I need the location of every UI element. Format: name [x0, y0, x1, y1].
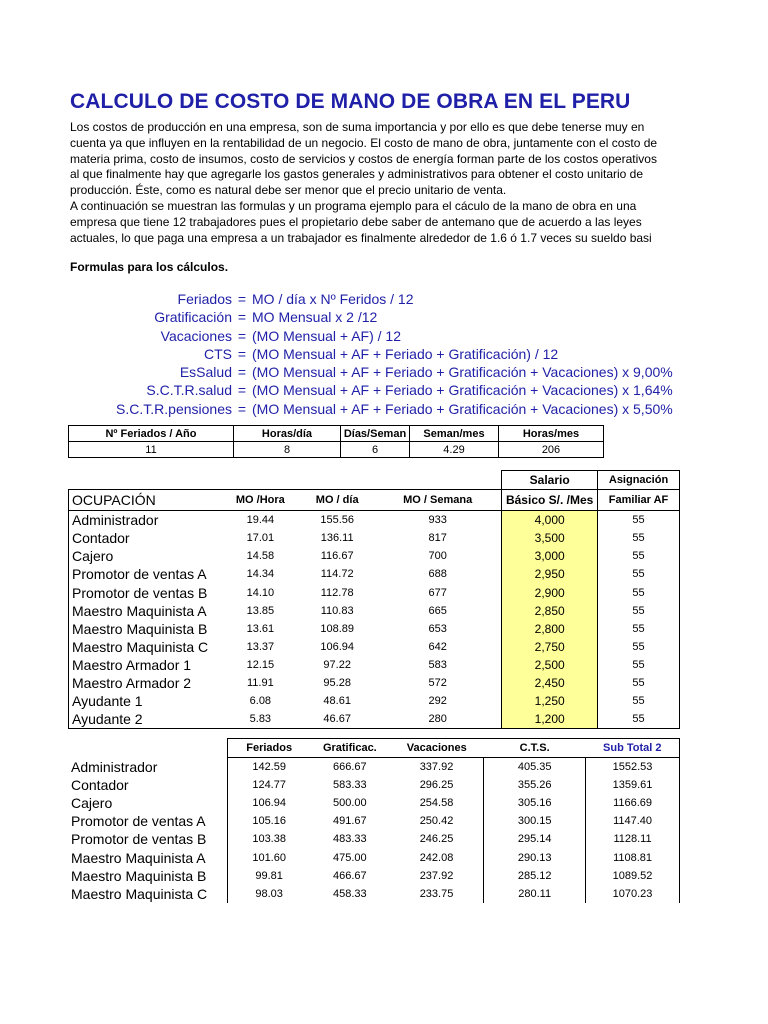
feriados-value: 101.60 — [228, 848, 310, 866]
header-vacaciones: Vacaciones — [390, 739, 484, 758]
gratificacion-value: 475.00 — [333, 851, 367, 864]
formulas-list — [60, 290, 700, 418]
header-gratificacion: Gratificac. — [310, 739, 390, 758]
mo-semana-value: 933 — [428, 514, 447, 527]
value-horas-mes: 206 — [499, 442, 604, 458]
mo-hora-value: 17.01 — [246, 532, 275, 545]
value-semanas-mes: 4.29 — [410, 442, 499, 458]
salario-value: 2,450 — [502, 674, 598, 692]
vacaciones-value: 237.92 — [419, 869, 454, 882]
mo-dia-value: 114.72 — [320, 568, 354, 581]
costs-row — [68, 776, 680, 794]
feriados-value: 124.77 — [228, 776, 310, 794]
vacaciones-value: 296.25 — [419, 779, 454, 792]
asignacion-value: 55 — [598, 529, 680, 547]
mo-semana-value: 583 — [428, 658, 447, 671]
costs-row — [68, 812, 680, 830]
occupation-header-top — [69, 471, 680, 490]
formula-rhs: MO / día x Nº Feridos / 12 — [252, 291, 414, 307]
occupation-name: Contador — [69, 529, 221, 547]
costs-occupation-name: Promotor de ventas B — [71, 831, 207, 848]
intro-line: cuenta ya que influyen en la rentabilidad de un negocio. El costo de mano de obra, juntamente con el costo de — [70, 135, 658, 150]
costs-row — [68, 867, 680, 885]
salario-value: 4,000 — [502, 511, 598, 530]
header-dias-semana: Días/Seman — [341, 426, 410, 442]
occupation-row — [69, 710, 680, 729]
vacaciones-value: 233.75 — [419, 887, 454, 900]
formula-feriados: Feriados = MO / día x Nº Feridos / 12 — [60, 290, 700, 308]
salario-value: 2,850 — [502, 602, 598, 620]
cts-value: 355.26 — [484, 776, 586, 794]
subtotal-value: 1147.40 — [586, 812, 680, 830]
formula-essalud: EsSalud = (MO Mensual + AF + Feriado + Gratificación + Vacaciones) x 9,00% — [60, 363, 700, 381]
subtotal-value: 1089.52 — [586, 867, 680, 885]
occupation-name: Maestro Armador 2 — [69, 674, 221, 692]
occupation-row — [69, 638, 680, 656]
feriados-value: 98.03 — [228, 885, 310, 903]
mo-dia-value: 46.67 — [300, 710, 374, 729]
salario-value: 3,000 — [502, 547, 598, 565]
gratificacion-value: 500.00 — [333, 797, 367, 810]
formula-lhs: CTS — [204, 345, 232, 362]
salario-value: 1,250 — [502, 692, 598, 710]
mo-hora-value: 14.34 — [246, 568, 275, 581]
salario-value: 2,950 — [502, 565, 598, 583]
asignacion-value: 55 — [598, 583, 680, 601]
page-title: CALCULO DE COSTO DE MANO DE OBRA EN EL PERU — [70, 90, 631, 113]
occupation-name: Promotor de ventas A — [69, 565, 221, 583]
gratificacion-value: 583.33 — [333, 779, 367, 792]
feriados-value: 106.94 — [228, 794, 310, 812]
value-feriados-ano: 11 — [69, 442, 234, 458]
costs-occupation-name: Maestro Maquinista B — [71, 867, 207, 884]
mo-semana-value: 700 — [428, 550, 447, 563]
cts-value: 405.35 — [484, 758, 586, 777]
parameters-header-row — [69, 426, 604, 442]
mo-dia-value: 116.67 — [320, 550, 354, 563]
formula-lhs: Feriados — [177, 291, 232, 307]
mo-hora-value: 14.10 — [246, 586, 275, 599]
header-familiar-af: Familiar AF — [598, 490, 680, 511]
formula-rhs: (MO Mensual + AF + Feriado + Gratificación) / 12 — [252, 345, 559, 362]
header-mo-dia: MO / día — [300, 490, 374, 511]
header-subtotal: Sub Total 2 — [586, 739, 680, 758]
formula-lhs: S.C.T.R.pensiones — [116, 400, 232, 417]
occupation-row — [69, 620, 680, 638]
occupation-row — [69, 511, 680, 530]
intro-line: materia prima, costo de insumos, costo de servicios y costos de energía forman parte de los costos operativos — [70, 151, 657, 166]
mo-semana-value: 572 — [428, 676, 447, 689]
costs-occupation-name: Promotor de ventas A — [71, 813, 206, 830]
mo-semana-value: 292 — [428, 695, 447, 708]
header-cts: C.T.S. — [484, 739, 586, 758]
subtotal-value: 1166.69 — [586, 794, 680, 812]
mo-dia-value: 106.94 — [320, 640, 354, 653]
formula-lhs: S.C.T.R.salud — [146, 382, 232, 399]
mo-dia-value: 97.22 — [323, 658, 351, 671]
subtotal-value: 1108.81 — [586, 848, 680, 866]
vacaciones-value: 250.42 — [419, 815, 454, 828]
salario-value: 2,900 — [502, 583, 598, 601]
vacaciones-value: 337.92 — [419, 761, 454, 774]
mo-hora-value: 12.15 — [246, 658, 275, 671]
header-mo-semana: MO / Semana — [374, 490, 502, 511]
costs-header-row — [68, 739, 680, 758]
header-basico-mes: Básico S/. /Mes — [502, 490, 598, 511]
header-horas-mes: Horas/mes — [499, 426, 604, 442]
formula-lhs: Vacaciones — [160, 327, 232, 344]
formula-sctr-salud: S.C.T.R.salud = (MO Mensual + AF + Feriado + Gratificación + Vacaciones) x 1,64% — [60, 381, 700, 399]
parameters-table — [68, 425, 604, 458]
subtotal-value: 1128.11 — [586, 830, 680, 848]
occupation-row — [69, 547, 680, 565]
feriados-value: 105.16 — [228, 812, 310, 830]
feriados-value: 99.81 — [228, 867, 310, 885]
asignacion-value: 55 — [598, 511, 680, 530]
gratificacion-value: 666.67 — [333, 761, 367, 774]
asignacion-value: 55 — [598, 602, 680, 620]
header-mo-hora: MO /Hora — [220, 490, 300, 511]
vacaciones-value: 254.58 — [419, 797, 454, 810]
mo-semana-value: 642 — [428, 640, 447, 653]
formula-rhs: MO Mensual x 2 /12 — [252, 309, 378, 326]
formula-lhs: Gratificación — [154, 309, 232, 326]
costs-row — [68, 794, 680, 812]
salario-value: 1,200 — [502, 710, 598, 729]
formula-cts: CTS = (MO Mensual + AF + Feriado + Gratificación) / 12 — [60, 345, 700, 363]
formula-gratificacion: Gratificación = MO Mensual x 2 /12 — [60, 308, 700, 326]
subtotal-value: 1070.23 — [586, 885, 680, 903]
salario-value: 2,750 — [502, 638, 598, 656]
header-feriados-ano: Nº Feriados / Año — [69, 426, 234, 442]
mo-dia-value: 108.89 — [320, 622, 354, 635]
header-semanas-mes: Seman/mes — [410, 426, 499, 442]
mo-hora-value: 6.08 — [249, 695, 272, 708]
occupation-header-row — [69, 490, 680, 511]
salario-value: 3,500 — [502, 529, 598, 547]
cts-value: 295.14 — [484, 830, 586, 848]
asignacion-value: 55 — [598, 656, 680, 674]
occupation-row — [69, 674, 680, 692]
asignacion-value: 55 — [598, 565, 680, 583]
mo-hora-value: 13.61 — [246, 622, 275, 635]
occupation-row — [69, 565, 680, 583]
costs-occupation-name: Contador — [71, 777, 129, 794]
header-ocupacion: OCUPACIÓN — [69, 490, 221, 511]
costs-row — [68, 758, 680, 777]
header-horas-dia: Horas/día — [234, 426, 341, 442]
costs-row — [68, 830, 680, 848]
costs-row — [68, 848, 680, 866]
mo-semana-value: 653 — [428, 622, 447, 635]
cts-value: 285.12 — [484, 867, 586, 885]
mo-hora-value: 11.91 — [246, 676, 274, 689]
formula-sctr-pensiones: S.C.T.R.pensiones = (MO Mensual + AF + Feriado + Gratificación + Vacaciones) x 5,50% — [60, 400, 700, 418]
asignacion-value: 55 — [598, 692, 680, 710]
intro-line: producción. Éste, como es natural debe ser menor que el precio unitario de venta. — [70, 183, 507, 198]
costs-occupation-name: Cajero — [71, 795, 113, 812]
gratificacion-value: 458.33 — [333, 887, 367, 900]
intro-line: empresa que tiene 12 trabajadores pues el propietario debe saber de antemano que de acuerdo a las leyes — [70, 214, 642, 229]
occupation-name: Administrador — [69, 511, 221, 530]
mo-hora-value: 13.37 — [246, 640, 275, 653]
intro-paragraph — [70, 120, 768, 246]
occupation-name: Ayudante 2 — [69, 710, 221, 729]
subtotal-value: 1552.53 — [586, 758, 680, 777]
salario-value: 2,800 — [502, 620, 598, 638]
formula-lhs: EsSalud — [179, 364, 232, 381]
value-dias-semana: 6 — [341, 442, 410, 458]
salario-value: 2,500 — [502, 656, 598, 674]
header-asignacion: Asignación — [598, 471, 680, 490]
intro-line: Los costos de producción en una empresa, son de suma importancia y por ello es que debe tenerse muy en — [70, 120, 645, 134]
occupation-name: Maestro Maquinista A — [69, 602, 221, 620]
costs-occupation-name: Administrador — [71, 758, 158, 775]
mo-semana-value: 817 — [428, 532, 447, 545]
vacaciones-value: 246.25 — [419, 833, 454, 846]
mo-dia-value: 155.56 — [320, 514, 354, 527]
intro-line: actuales, lo que paga una empresa a un trabajador es finalmente alrededor de 1.6 ó 1.7 veces su sueldo basi — [70, 230, 652, 245]
formula-rhs: (MO Mensual + AF) / 12 — [252, 327, 401, 344]
feriados-value: 142.59 — [228, 758, 310, 777]
occupation-name: Promotor de ventas B — [69, 583, 221, 601]
occupation-name: Maestro Armador 1 — [69, 656, 221, 674]
formula-vacaciones: Vacaciones = (MO Mensual + AF) / 12 — [60, 327, 700, 345]
costs-occupation-name: Maestro Maquinista C — [71, 885, 208, 902]
cts-value: 290.13 — [484, 848, 586, 866]
formula-rhs: (MO Mensual + AF + Feriado + Gratificación + Vacaciones) x 5,50% — [252, 400, 673, 417]
occupation-table — [68, 470, 680, 729]
mo-hora-value: 5.83 — [220, 710, 300, 729]
asignacion-value: 55 — [598, 547, 680, 565]
formula-rhs: (MO Mensual + AF + Feriado + Gratificación + Vacaciones) x 1,64% — [252, 382, 673, 399]
mo-dia-value: 112.78 — [320, 586, 354, 599]
asignacion-value: 55 — [598, 674, 680, 692]
formula-rhs: (MO Mensual + AF + Feriado + Gratificación + Vacaciones) x 9,00% — [252, 364, 673, 381]
mo-dia-value: 48.61 — [323, 695, 351, 708]
occupation-name: Cajero — [69, 547, 221, 565]
cts-value: 300.15 — [484, 812, 586, 830]
gratificacion-value: 483.33 — [333, 833, 367, 846]
asignacion-value: 55 — [598, 710, 680, 729]
asignacion-value: 55 — [598, 638, 680, 656]
mo-dia-value: 95.28 — [323, 676, 351, 689]
occupation-name: Maestro Maquinista B — [69, 620, 221, 638]
mo-dia-value: 110.83 — [320, 604, 354, 617]
occupation-row — [69, 583, 680, 601]
cts-value: 305.16 — [484, 794, 586, 812]
header-salario: Salario — [502, 471, 598, 490]
mo-hora-value: 19.44 — [246, 514, 275, 527]
mo-hora-value: 13.85 — [246, 604, 275, 617]
feriados-value: 103.38 — [228, 830, 310, 848]
occupation-name: Ayudante 1 — [69, 692, 221, 710]
costs-row — [68, 885, 680, 903]
intro-line: al que finalmente hay que agregarle los gastos generales y administrativos para obtener el costo unitario de — [70, 167, 644, 182]
mo-semana-value: 688 — [428, 568, 447, 581]
occupation-row — [69, 692, 680, 710]
asignacion-value: 55 — [598, 620, 680, 638]
vacaciones-value: 242.08 — [419, 851, 454, 864]
intro-line: A continuación se muestran las formulas y un programa ejemplo para el cáculo de la mano de obra en una — [70, 198, 637, 213]
mo-semana-value: 665 — [428, 604, 447, 617]
occupation-name: Maestro Maquinista C — [69, 638, 221, 656]
mo-dia-value: 136.11 — [320, 532, 354, 545]
parameters-value-row — [69, 442, 604, 458]
gratificacion-value: 466.67 — [333, 869, 367, 882]
mo-hora-value: 14.58 — [246, 550, 275, 563]
occupation-row — [69, 602, 680, 620]
costs-occupation-name: Maestro Maquinista A — [71, 849, 206, 866]
cts-value: 280.11 — [484, 885, 586, 903]
header-feriados: Feriados — [228, 739, 310, 758]
value-horas-dia: 8 — [234, 442, 341, 458]
occupation-row — [69, 656, 680, 674]
mo-semana-value: 677 — [428, 586, 447, 599]
occupation-row — [69, 529, 680, 547]
formulas-heading: Formulas para los cálculos. — [70, 260, 229, 274]
mo-semana-value: 280 — [374, 710, 502, 729]
gratificacion-value: 491.67 — [333, 815, 367, 828]
subtotal-value: 1359.61 — [586, 776, 680, 794]
costs-table — [68, 738, 680, 903]
